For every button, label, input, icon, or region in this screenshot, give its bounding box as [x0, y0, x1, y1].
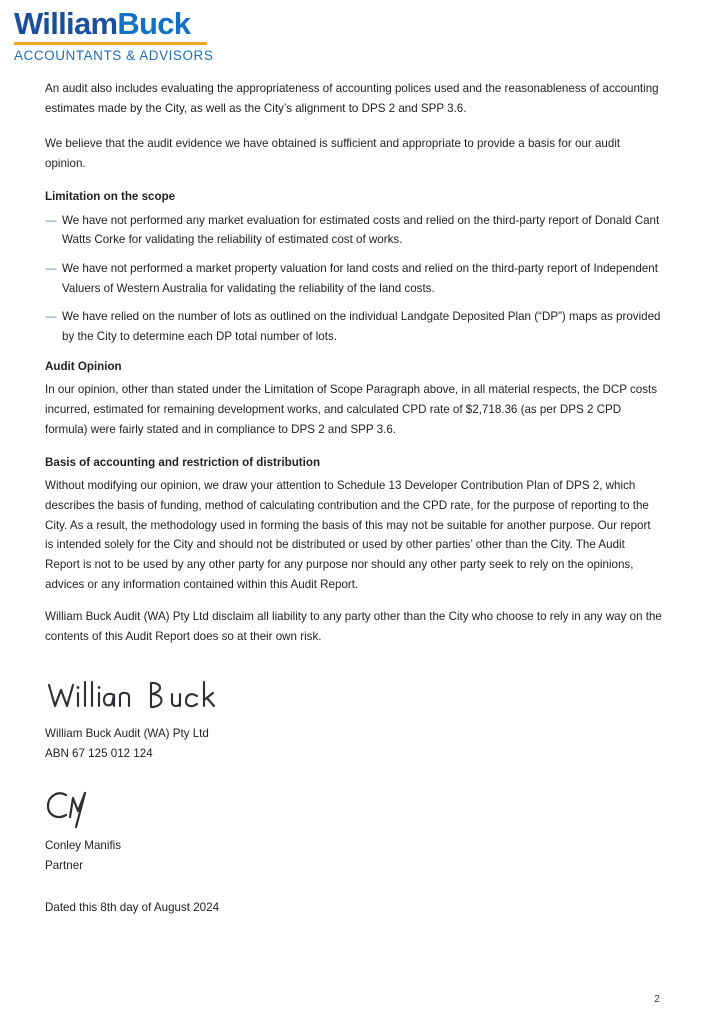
- heading-audit-opinion: Audit Opinion: [45, 359, 122, 373]
- partner-name: Conley Manifis: [45, 839, 122, 853]
- firm-signature-block: [45, 673, 662, 763]
- paragraph-basis-of-accounting: Without modifying our opinion, we draw your attention to Schedule 13 Developer Contribution Plan of DPS 2, which describes the basis of funding, method of calculating contribution and the CPD rate, for the purpose of reporting to the City. As a result, the methodology used in forming the basis of this may not be suitable for another purpose. Our report is intended solely for the City and should not be distributed or used by other parties’ other than the City. The Audit Report is not to be used by any other party for any purpose nor should any other party seek to rely on the opinions, advices or any information contained within this Audit Report.: [45, 479, 651, 591]
- firm-name-line: William Buck Audit (WA) Pty Ltd: [45, 726, 209, 740]
- dash-bullet-icon: —: [45, 310, 57, 324]
- date-line: Dated this 8th day of August 2024: [45, 900, 220, 914]
- spacer: [45, 876, 662, 898]
- dash-bullet-icon: —: [45, 213, 57, 227]
- dash-bullet-icon: —: [45, 261, 57, 275]
- list-item-text: We have relied on the number of lots as outlined on the individual Landgate Deposited Plan (“DP”) maps as provided by the City to determine each DP total number of lots.: [62, 310, 661, 344]
- page-number: 2: [654, 993, 660, 1005]
- logo-tagline: ACCOUNTANTS & ADVISORS: [14, 48, 214, 63]
- list-item-text: We have not performed any market evaluation for estimated costs and relied on the third-party report of Donald Cant Watts Corke for validating the reliability of estimated cost of works.: [62, 213, 660, 247]
- paragraph-audit-evidence: We believe that the audit evidence we have obtained is sufficient and appropriate to provide a basis for our audit opinion.: [45, 137, 621, 171]
- logo-word-william: William: [14, 6, 118, 41]
- list-item: [45, 307, 662, 346]
- partner-signature-block: [45, 785, 662, 875]
- paragraph-audit-opinion: In our opinion, other than stated under the Limitation of Scope Paragraph above, in all material respects, the DCP costs incurred, estimated for remaining development works, and calculated CPD rate of $2,718.36 (as per DPS 2 CPD formula) were fairly stated and in compliance to DPS 2 and SPP 3.6.: [45, 383, 658, 436]
- letterhead-logo: [14, 8, 229, 63]
- list-item: [45, 211, 662, 250]
- paragraph-liability-disclaimer: William Buck Audit (WA) Pty Ltd disclaim all liability to any party other than the City who choose to rely in any way on the contents of this Audit Report does so at their own risk.: [45, 610, 662, 644]
- heading-basis-of-accounting: Basis of accounting and restriction of distribution: [45, 455, 321, 469]
- logo-divider-rule: [14, 42, 207, 45]
- list-item-text: We have not performed a market property valuation for land costs and relied on the third-party report of Independent Valuers of Western Australia for validating the reliability of the land costs.: [62, 261, 658, 295]
- firm-handwritten-signature: [45, 673, 245, 719]
- list-item: [45, 259, 662, 298]
- spacer: [45, 763, 662, 785]
- partner-handwritten-initials: [45, 785, 125, 831]
- logo-wordmark: [14, 8, 229, 40]
- document-body: [45, 79, 662, 917]
- paragraph-audit-includes: An audit also includes evaluating the appropriateness of accounting polices used and the reasonableness of accounting estimates made by the City, as well as the City’s alignment to DPS 2 and SPP 3.6.: [45, 82, 659, 115]
- logo-word-buck: Buck: [117, 6, 191, 41]
- limitation-bullet-list: [45, 211, 662, 347]
- firm-abn-line: ABN 67 125 012 124: [45, 746, 153, 760]
- partner-title: Partner: [45, 858, 84, 872]
- heading-limitation-on-scope: Limitation on the scope: [45, 189, 176, 203]
